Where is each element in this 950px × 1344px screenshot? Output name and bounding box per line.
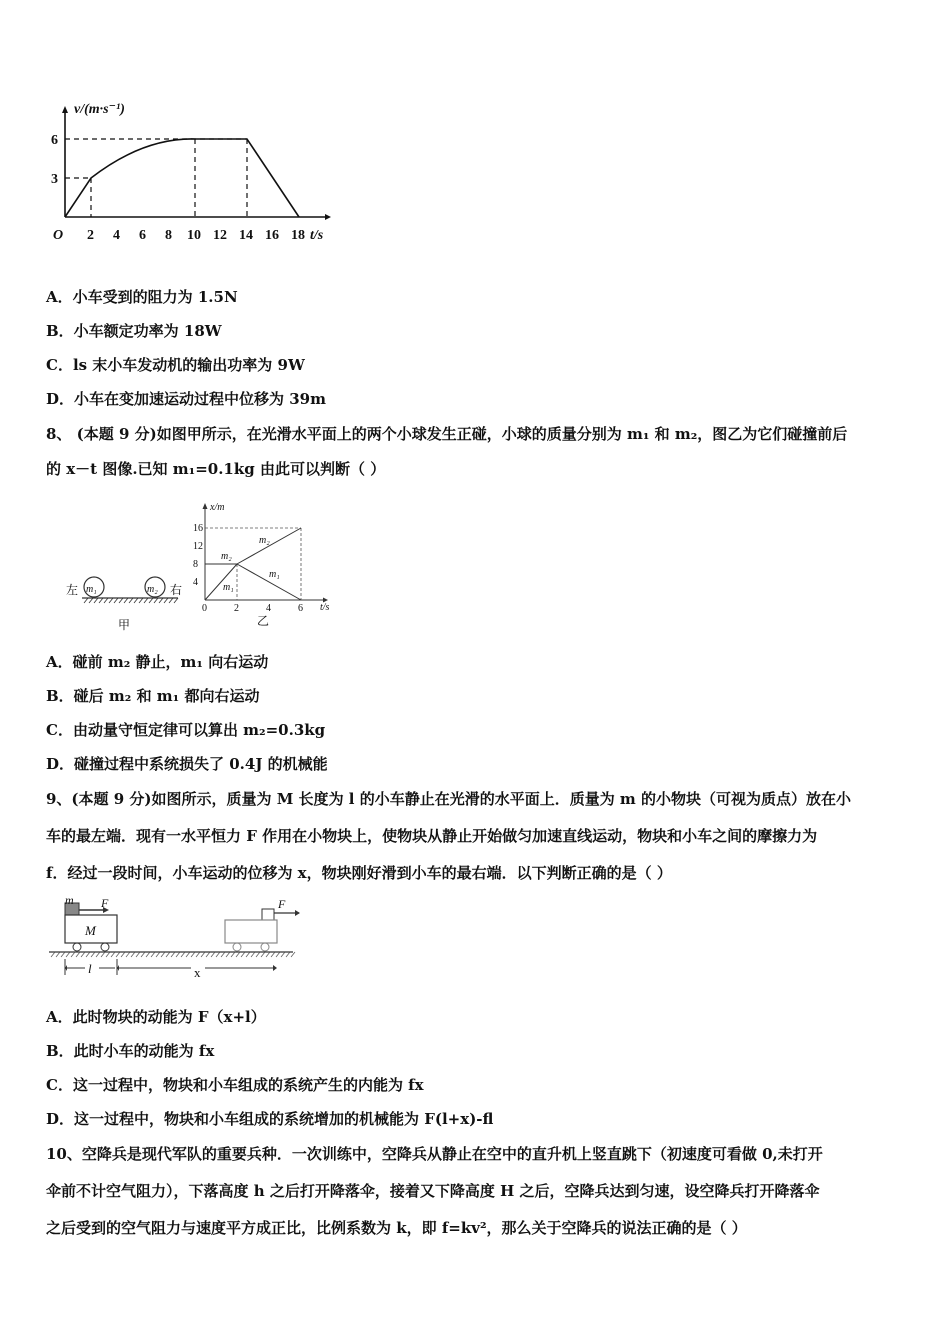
vt-xtick-2: 2 — [87, 228, 94, 243]
ball-m1-label: m₁ — [86, 584, 97, 595]
q9-figure — [45, 893, 300, 983]
vt-y-arrow — [62, 106, 68, 113]
q9-option-b: B．此时小车的动能为 fx — [46, 1042, 215, 1060]
vt-plot-area — [62, 106, 331, 220]
block-m-label: m — [65, 893, 74, 907]
xt-xlabel: t/s — [320, 602, 330, 613]
q9-option-a: A．此时物块的动能为 F（x+l） — [46, 1008, 266, 1026]
vt-xtick-14: 14 — [239, 228, 253, 243]
force-f-label-1: F — [101, 896, 109, 910]
xt-y-tick-labels — [193, 523, 203, 588]
xt-ytick-8: 8 — [193, 559, 198, 570]
vt-xtick-16: 16 — [265, 228, 279, 243]
fig-jia-caption: 甲 — [118, 618, 131, 632]
force-f-label-2: F — [278, 897, 286, 911]
q7-option-b: B．小车额定功率为 18W — [46, 322, 222, 340]
q8-stem-line1: 8、 (本题 9 分)如图甲所示，在光滑水平面上的两个小球发生正碰，小球的质量分别为 m₁ 和 m₂，图乙为它们碰撞前后 — [46, 425, 848, 443]
q8-stem-line2: 的 x－t 图像.已知 m₁=0.1kg 由此可以判断（ ） — [46, 460, 386, 478]
vt-ytick-6: 6 — [51, 133, 58, 148]
xt-label-m1-left: m₁ — [223, 582, 234, 593]
xt-caption: 乙 — [257, 614, 270, 628]
vt-xtick-4: 4 — [113, 228, 120, 243]
xt-xtick-4: 4 — [266, 603, 271, 614]
xt-y-arrow — [203, 503, 208, 509]
vt-xtick-12: 12 — [213, 228, 227, 243]
xt-xtick-6: 6 — [298, 603, 303, 614]
dim-l-label: l — [88, 961, 92, 976]
vt-xtick-10: 10 — [187, 228, 201, 243]
vt-xtick-6: 6 — [139, 228, 146, 243]
xt-xtick-2: 2 — [234, 603, 239, 614]
q8-option-c: C．由动量守恒定律可以算出 m₂=0.3kg — [46, 721, 326, 739]
label-right: 右 — [170, 583, 183, 597]
q8-fig-yi — [185, 497, 345, 632]
xt-label-m2-mid: m₂ — [221, 551, 232, 562]
q7-option-c: C．ls 末小车发动机的输出功率为 9W — [46, 356, 305, 374]
q10-stem-line3: 之后受到的空气阻力与速度平方成正比，比例系数为 k，即 f=kv²，那么关于空降兵的说法正确的是（ ） — [46, 1219, 747, 1237]
ground-hatch — [84, 598, 178, 603]
xt-ytick-16: 16 — [193, 523, 203, 534]
cart-end — [225, 920, 277, 943]
cart-m-label: M — [85, 923, 96, 938]
xt-m2-after — [237, 528, 301, 564]
q9-stem-line1: 9、(本题 9 分)如图所示，质量为 M 长度为 l 的小车静止在光滑的水平面上．质量为 m 的小物块（可视为质点）放在小 — [46, 790, 852, 808]
xt-ylabel: x/m — [210, 502, 225, 513]
vt-origin: O — [53, 228, 64, 243]
q8-option-d: D．碰撞过程中系统损失了 0.4J 的机械能 — [46, 755, 328, 773]
xt-ytick-4: 4 — [193, 577, 198, 588]
dim-x-label: x — [194, 965, 201, 980]
q8-option-a: A．碰前 m₂ 静止，m₁ 向右运动 — [46, 653, 269, 671]
q9-option-c: C．这一过程中，物块和小车组成的系统产生的内能为 fx — [46, 1076, 424, 1094]
q10-stem-line1: 10、空降兵是现代军队的重要兵种．一次训练中，空降兵从静止在空中的直升机上竖直跳下（初速度可看做 0,未打开 — [46, 1145, 823, 1163]
vt-xtick-18: 18 — [291, 228, 305, 243]
q9-option-d: D．这一过程中，物块和小车组成的系统增加的机械能为 F(l+x)-fl — [46, 1110, 494, 1128]
vt-xlabel: t/s — [310, 228, 324, 243]
block-m-end — [262, 909, 274, 920]
q7-option-a: A．小车受到的阻力为 1.5N — [46, 288, 238, 306]
q8-option-b: B．碰后 m₂ 和 m₁ 都向右运动 — [46, 687, 260, 705]
vt-x-arrow — [325, 214, 331, 220]
vt-series-line — [65, 139, 299, 217]
vt-xtick-8: 8 — [165, 228, 172, 243]
q9-stem-line3: f．经过一段时间，小车运动的位移为 x，物块刚好滑到小车的最右端．以下判断正确的是（ ） — [46, 864, 672, 882]
q10-stem-line2: 伞前不计空气阻力），下落高度 h 之后打开降落伞，接着又下降高度 H 之后，空降兵达到匀速，设空降兵打开降落伞 — [46, 1182, 820, 1200]
q8-fig-jia — [60, 565, 200, 635]
xt-x-tick-labels — [202, 603, 303, 614]
vt-graph — [40, 95, 340, 255]
vt-x-tick-labels — [87, 228, 305, 243]
xt-label-m1-right: m₁ — [269, 569, 280, 580]
xt-xtick-0: 0 — [202, 603, 207, 614]
ball-m2-label: m₂ — [147, 584, 158, 595]
q9-stem-line2: 车的最左端．现有一水平恒力 F 作用在小物块上，使物块从静止开始做匀加速直线运动，物块和小车之间的摩擦力为 — [46, 827, 818, 845]
xt-label-m2-top: m₂ — [259, 535, 270, 546]
xt-ytick-12: 12 — [193, 541, 203, 552]
vt-ylabel: v/(m·s⁻¹) — [74, 102, 125, 117]
vt-y-tick-labels — [51, 133, 58, 187]
vt-ytick-3: 3 — [51, 172, 58, 187]
label-left: 左 — [66, 583, 79, 597]
q7-option-d: D．小车在变加速运动过程中位移为 39m — [46, 390, 326, 408]
q9-ground-hatch — [51, 952, 295, 957]
